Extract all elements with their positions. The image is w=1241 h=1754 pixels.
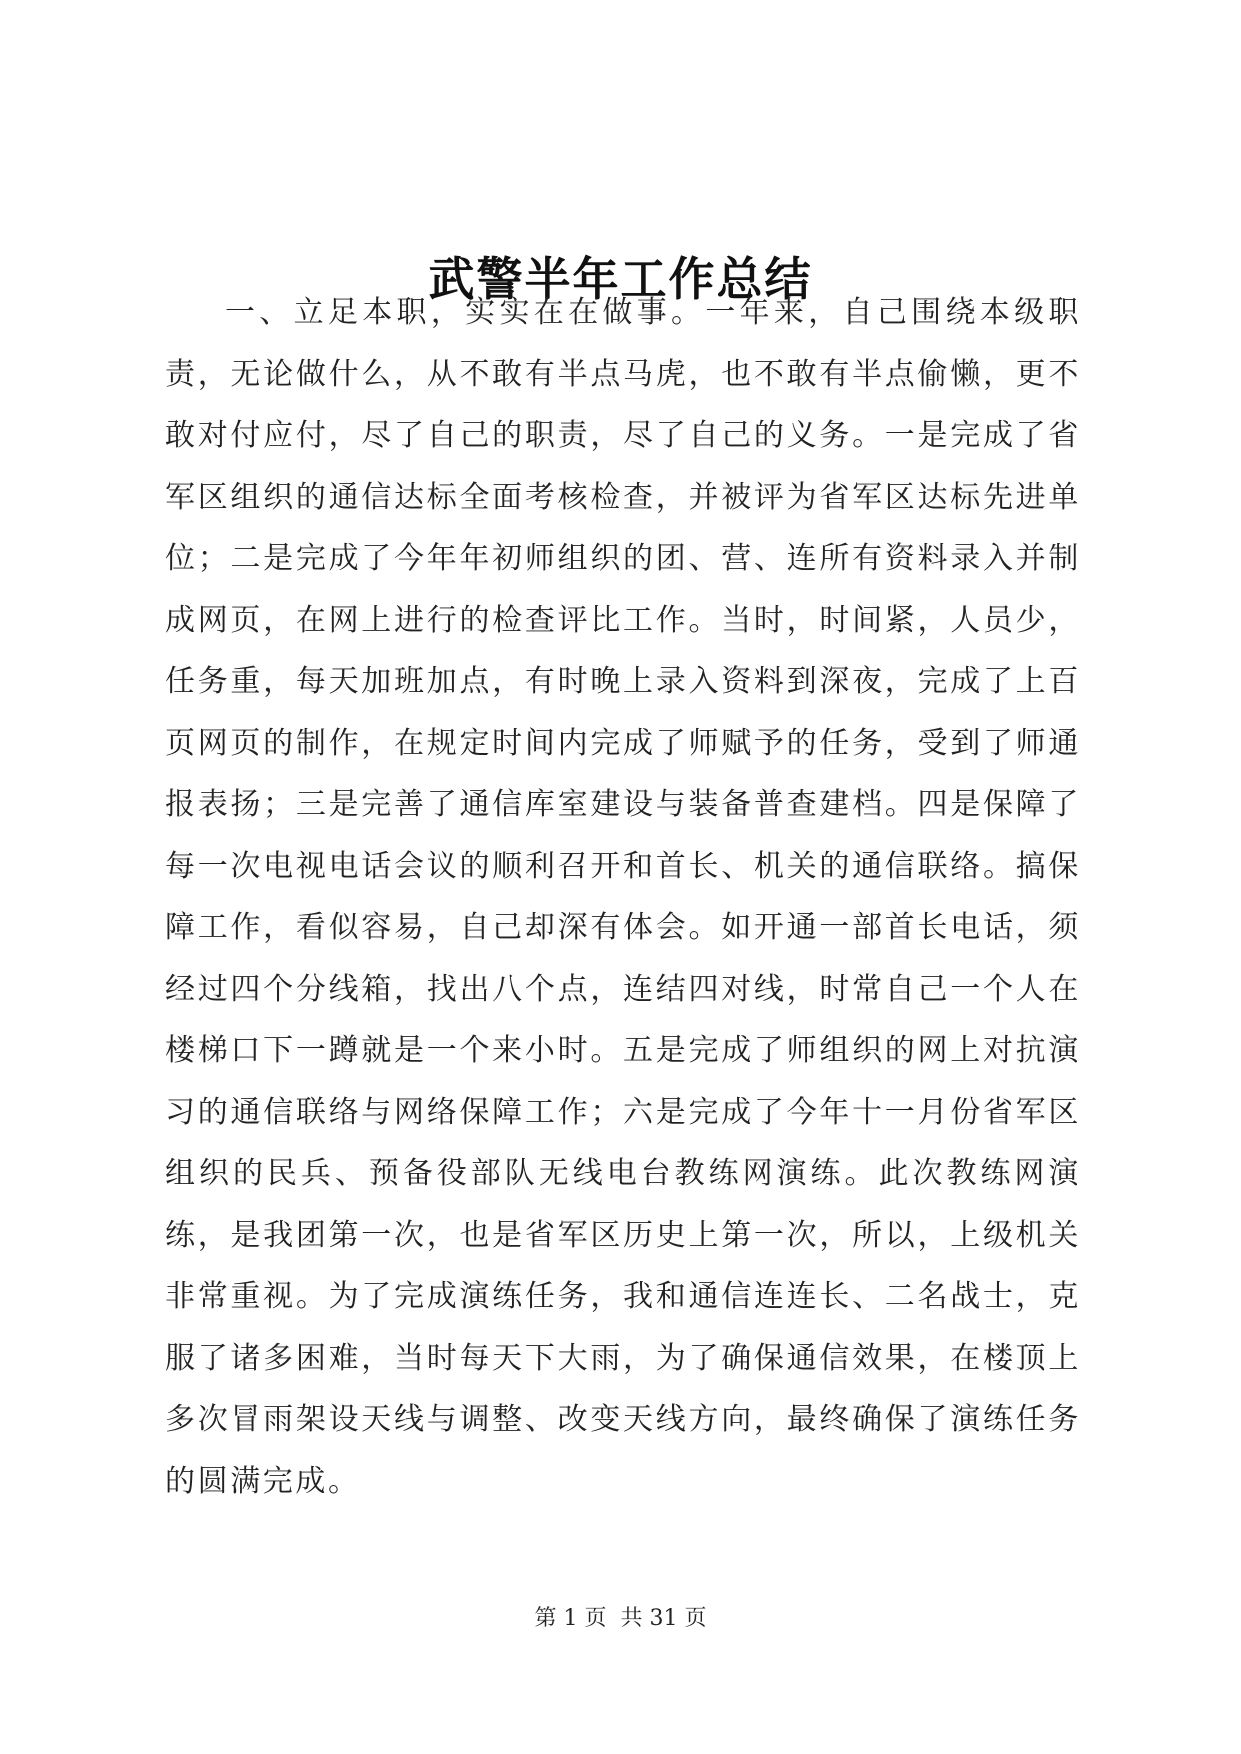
page-footer (0, 1604, 1241, 1634)
document-body (165, 282, 1081, 1512)
body-paragraph: 一、立足本职，实实在在做事。一年来，自己围绕本级职责，无论做什么，从不敢有半点马虎，也不敢有半点偷懒，更不敢对付应付，尽了自己的职责，尽了自己的义务。一是完成了省军区组织的通信达标全面考核检查，并被评为省军区达标先进单位；二是完成了今年年初师组织的团、营、连所有资料录入并制成网页，在网上进行的检查评比工作。当时，时间紧，人员少，任务重，每天加班加点，有时晚上录入资料到深夜，完成了上百页网页的制作，在规定时间内完成了师赋予的任务，受到了师通报表扬；三是完善了通信库室建设与装备普查建档。四是保障了每一次电视电话会议的顺利召开和首长、机关的通信联络。搞保障工作，看似容易，自己却深有体会。如开通一部首长电话，须经过四个分线箱，找出八个点，连结四对线，时常自己一个人在楼梯口下一蹲就是一个来小时。五是完成了师组织的网上对抗演习的通信联络与网络保障工作；六是完成了今年十一月份省军区组织的民兵、预备役部队无线电台教练网演练。此次教练网演练，是我团第一次，也是省军区历史上第一次，所以，上级机关非常重视。为了完成演练任务，我和通信连连长、二名战士，克服了诸多困难，当时每天下大雨，为了确保通信效果，在楼顶上多次冒雨架设天线与调整、改变天线方向，最终确保了演练任务的圆满完成。 (165, 295, 1081, 1499)
page-number-label: 第 1 页 共 31 页 (534, 1606, 707, 1631)
document-title: 武警半年工作总结 (428, 251, 813, 306)
